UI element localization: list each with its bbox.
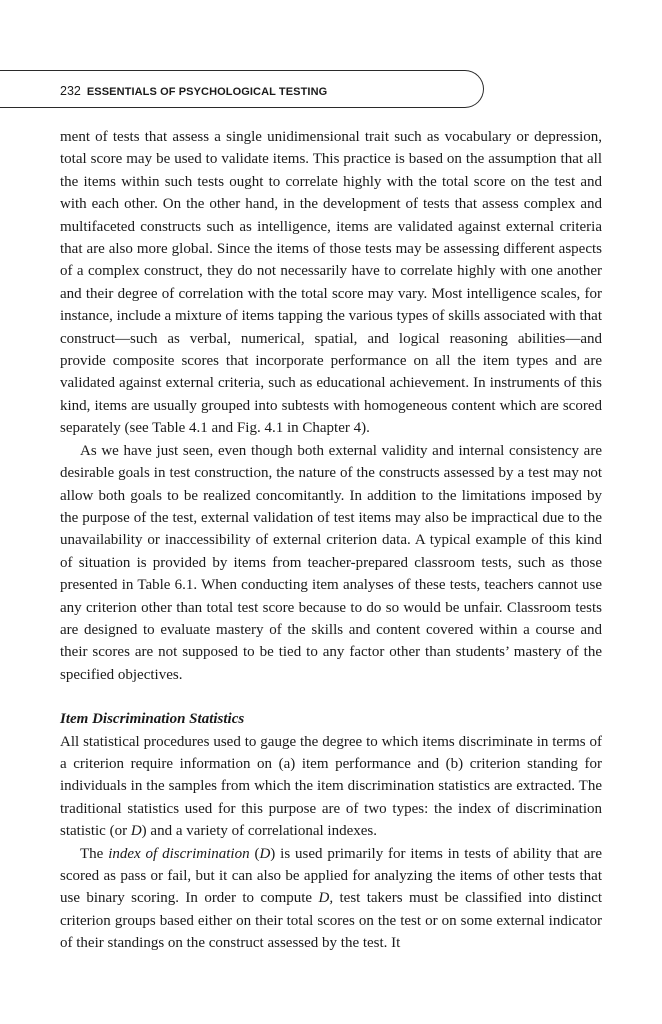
paragraph-1: ment of tests that assess a single unidimensional trait such as vocabulary or depression, total score may be used to validate items. This practice is based on the assumption that all the items within such tests ought to correlate highly with the total score on the test and with each other. On the other hand, in the development of tests that assess complex and multifaceted constructs such as intelligence, items are validated against external criteria that are also more global. Since the items of those tests may be assessing different aspects of a complex construct, they do not necessarily have to correlate highly with one another and their degree of correlation with the total score may vary. Most intelligence scales, for instance, include a mixture of items tapping the various types of skills associated with that construct—such as verbal, numerical, spatial, and logical reasoning abilities—and provide composite scores that incorporate performance on all the item types and are validated against external criteria, such as educational achievement. In instruments of this kind, items are usually grouped into subtests with homogeneous content which are scored separately (see Table 4.1 and Fig. 4.1 in Chapter 4). <box>60 129 602 437</box>
section-gap <box>60 686 602 708</box>
symbol-d: D <box>259 845 271 862</box>
paragraph-4-end: test takers must be classified into distinct criterion groups based either on their total scores on the test or on some external indicator of their standings on the construct assessed by the test. It <box>60 890 603 952</box>
running-title: ESSENTIALS OF PSYCHOLOGICAL TESTING <box>86 86 328 98</box>
paragraph-3-text: All statistical procedures used to gauge the degree to which items discriminate in terms of a criterion require information on (a) item performance and (b) criterion standing for individuals in the samples from which the item discrimination statistics are extracted. The traditional statistics used for this purpose are of two types: the index of discrimination statistic (or <box>60 733 602 840</box>
paragraph-3 <box>60 731 602 843</box>
paragraph-3-end: ) and a variety of correlational indexes. <box>141 823 377 840</box>
paragraph-4-start: The <box>80 845 104 862</box>
symbol-d: D <box>130 823 142 840</box>
section-heading: Item Discrimination Statistics <box>60 711 245 728</box>
page-number: 232 <box>60 84 81 98</box>
term-index-of-discrimination: index of discrimination <box>108 845 250 862</box>
paragraph-2: As we have just seen, even though both external validity and internal consistency are desirable goals in test construction, the nature of the constructs assessed by a test may not allow both goals to be realized concomitantly. In addition to the limitations imposed by the purpose of the test, external validation of test items may also be impractical due to the unavailability or inaccessibility of external criterion data. A typical example of this kind of situation is provided by items from teacher-prepared classroom tests, such as those presented in Table 6.1. When conducting item analyses of these tests, teachers cannot use any criterion other than total test score because to do so would be unfair. Classroom tests are designed to evaluate mastery of the skills and content covered within a course and their scores are not supposed to be tied to any factor other than students’ mastery of the specified objectives. <box>60 442 602 683</box>
paragraph-4 <box>60 843 602 955</box>
header-line <box>60 84 327 99</box>
paragraph-4-mid: ) is used primarily for items in tests of ability that are scored as pass or fail, but it can also be applied for analyzing the items of other tests that use binary scoring. In order to compute <box>60 845 603 907</box>
running-header <box>0 70 484 108</box>
paren-open: ( <box>254 845 260 862</box>
page-body <box>60 126 602 955</box>
symbol-d-comma: D, <box>318 890 334 907</box>
